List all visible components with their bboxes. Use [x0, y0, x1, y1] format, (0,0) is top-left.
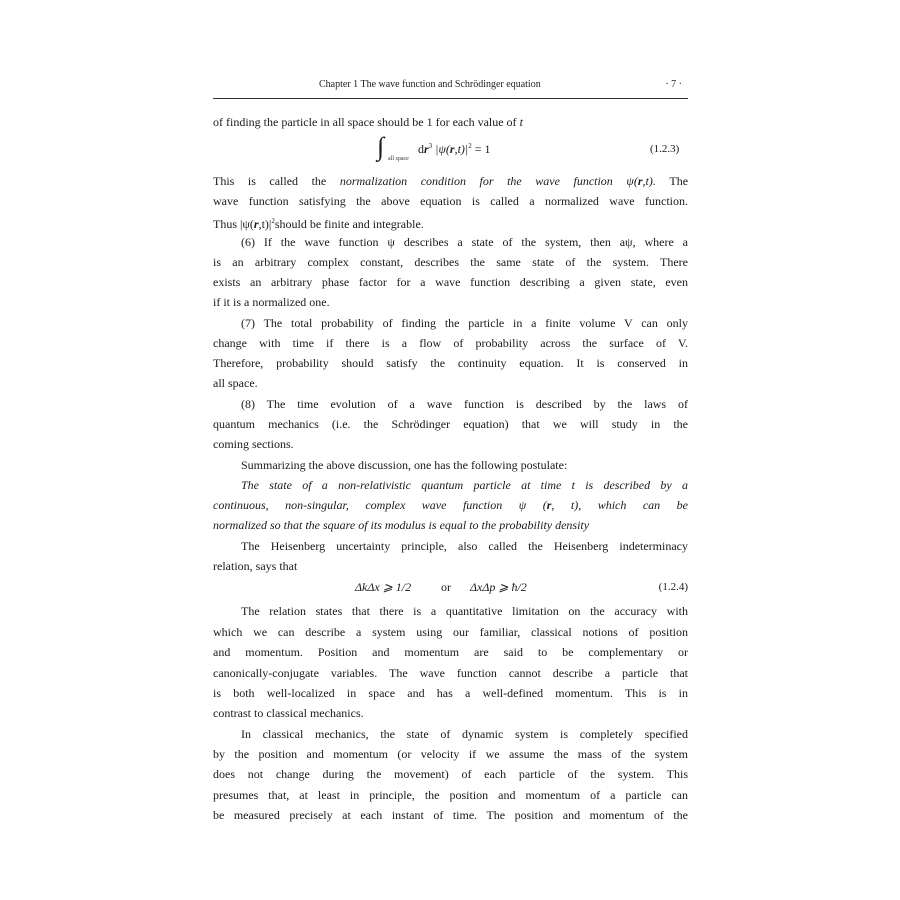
text-line: change with time if there is a flow of probability across the surface of V.	[213, 336, 688, 350]
text-line: all space.	[213, 376, 258, 390]
chapter-title: Chapter 1 The wave function and Schrödinger equation	[319, 79, 541, 90]
text-line: by the position and momentum (or velocity if we assume the mass of the system	[213, 747, 688, 761]
postulate-line: The state of a non-relativistic quantum particle at time t is described by a	[241, 478, 688, 492]
text-line: is both well-localized in space and has a well-defined momentum. This is in	[213, 686, 688, 700]
text-line: Therefore, probability should satisfy the continuity equation. It is conserved in	[213, 356, 688, 370]
text-line: Thus $|\psi(r,t)|^2should$ be finite and integrable.	[213, 217, 424, 231]
text-line: which we can describe a system using our familiar, classical notions of position	[213, 625, 688, 639]
postulate-line: continuous, non-singular, complex wave function ψ (r, t), which can be	[213, 498, 688, 512]
integral-sign: ∫	[377, 132, 385, 161]
text-line: canonically-conjugate variables. The wave function cannot describe a particle that	[213, 666, 688, 680]
text-line: (7) The total probability of finding the particle in a finite volume V can only	[241, 316, 688, 330]
text-line: This is called the normalization condition for the wave function ψ(r,t). The	[213, 174, 689, 188]
text-line: does not change during the movement) of each particle of the system. This	[213, 767, 688, 781]
text-line: relation, says that	[213, 559, 298, 573]
text-line: of finding the particle in all space should be 1 for each value of t	[213, 115, 523, 129]
text-line: In classical mechanics, the state of dynamic system is completely specified	[241, 727, 688, 741]
integral-subscript: all space	[388, 156, 409, 162]
text-line: Summarizing the above discussion, one has the following postulate:	[241, 458, 568, 472]
text-line: is an arbitrary complex constant, describes the same state of the system. There	[213, 255, 688, 269]
header-rule	[213, 98, 688, 99]
text-line: wave function satisfying the above equation is called a normalized wave function.	[213, 194, 688, 208]
text-line: quantum mechanics (i.e. the Schrödinger equation) that we will study in the	[213, 417, 688, 431]
text-line: be measured precisely at each instant of time. The position and momentum of the	[213, 808, 688, 822]
equation-normalization: $dr^3$ $|\psi(r,t)|^2 = 1$	[418, 142, 491, 156]
text-line: exists an arbitrary phase factor for a wave function describing a given state, even	[213, 275, 688, 289]
page-number: · 7 ·	[665, 79, 682, 90]
text-line: (8) The time evolution of a wave function is described by the laws of	[241, 397, 688, 411]
text-line: presumes that, at least in principle, the position and momentum of a particle can	[213, 788, 688, 802]
text-line: (6) If the wave function ψ describes a state of the system, then aψ, where a	[241, 235, 688, 249]
book-page: Chapter 1 The wave function and Schrödinger equation · 7 · of finding the particle in all space should be 1 for each value of t ∫ all space $dr^3$ $|\psi(r,t)|^2 = 1$ (1.2.3) This is called the normalization condition for the wave function ψ(r,t). The wave function satisfying the above equation is called a normalized wave function. Thus $|\psi(r,t)|^2should$ be finite and integrable. (6) If the wave function ψ describes a state of the system, then aψ, where a is an arbitrary complex constant, describes the same state of the system. There exists an arbitrary phase factor for a wave function describing a given state, even if it is a normalized one. (7) The total probability of finding the particle in a finite volume V can only change with time if there is a flow of probability across the surface of V. Therefore, probability should satisfy the continuity equation. It is conserved in all space. (8) The time evolution of a wave function is described by the laws of quantum mechanics (i.e. the Schrödinger equation) that we will study in the coming sections. Summarizing the above discussion, one has the following postulate: The state of a non-relativistic quantum particle at time t is described by a continuous, non-singular, complex wave function ψ (r, t), which can be normalized so that the square of its modulus is equal to the probability density The Heisenberg uncertainty principle, also called the Heisenberg indeterminacy relation, says that ΔkΔx ⩾ 1/2 or ΔxΔp ⩾ ħ/2 (1.2.4) The relation states that there is a quantitative limitation on the accuracy with which we can describe a system using our familiar, classical notions of position and momentum. Position and momentum are said to be complementary or canonically-conjugate variables. The wave function cannot describe a particle that is both well-localized in space and has a well-defined momentum. This is in contrast to classical mechanics. In classical mechanics, the state of dynamic system is completely specified by the position and momentum (or velocity if we assume the mass of the system does not change during the movement) of each particle of the system. This presumes that, at least in principle, the position and momentum of a particle can be measured precisely at each instant of time. The position and momentum of the	[213, 79, 689, 822]
text-line: and momentum. Position and momentum are said to be complementary or	[213, 645, 688, 659]
text-line: coming sections.	[213, 437, 294, 451]
text-line: contrast to classical mechanics.	[213, 706, 364, 720]
postulate-line: normalized so that the square of its modulus is equal to the probability density	[213, 518, 590, 532]
equation-number: (1.2.4)	[658, 581, 688, 593]
text-line: The Heisenberg uncertainty principle, also called the Heisenberg indeterminacy	[241, 539, 688, 553]
text-line: The relation states that there is a quantitative limitation on the accuracy with	[241, 604, 688, 618]
equation-number: (1.2.3)	[650, 143, 680, 155]
text-line: if it is a normalized one.	[213, 295, 330, 309]
